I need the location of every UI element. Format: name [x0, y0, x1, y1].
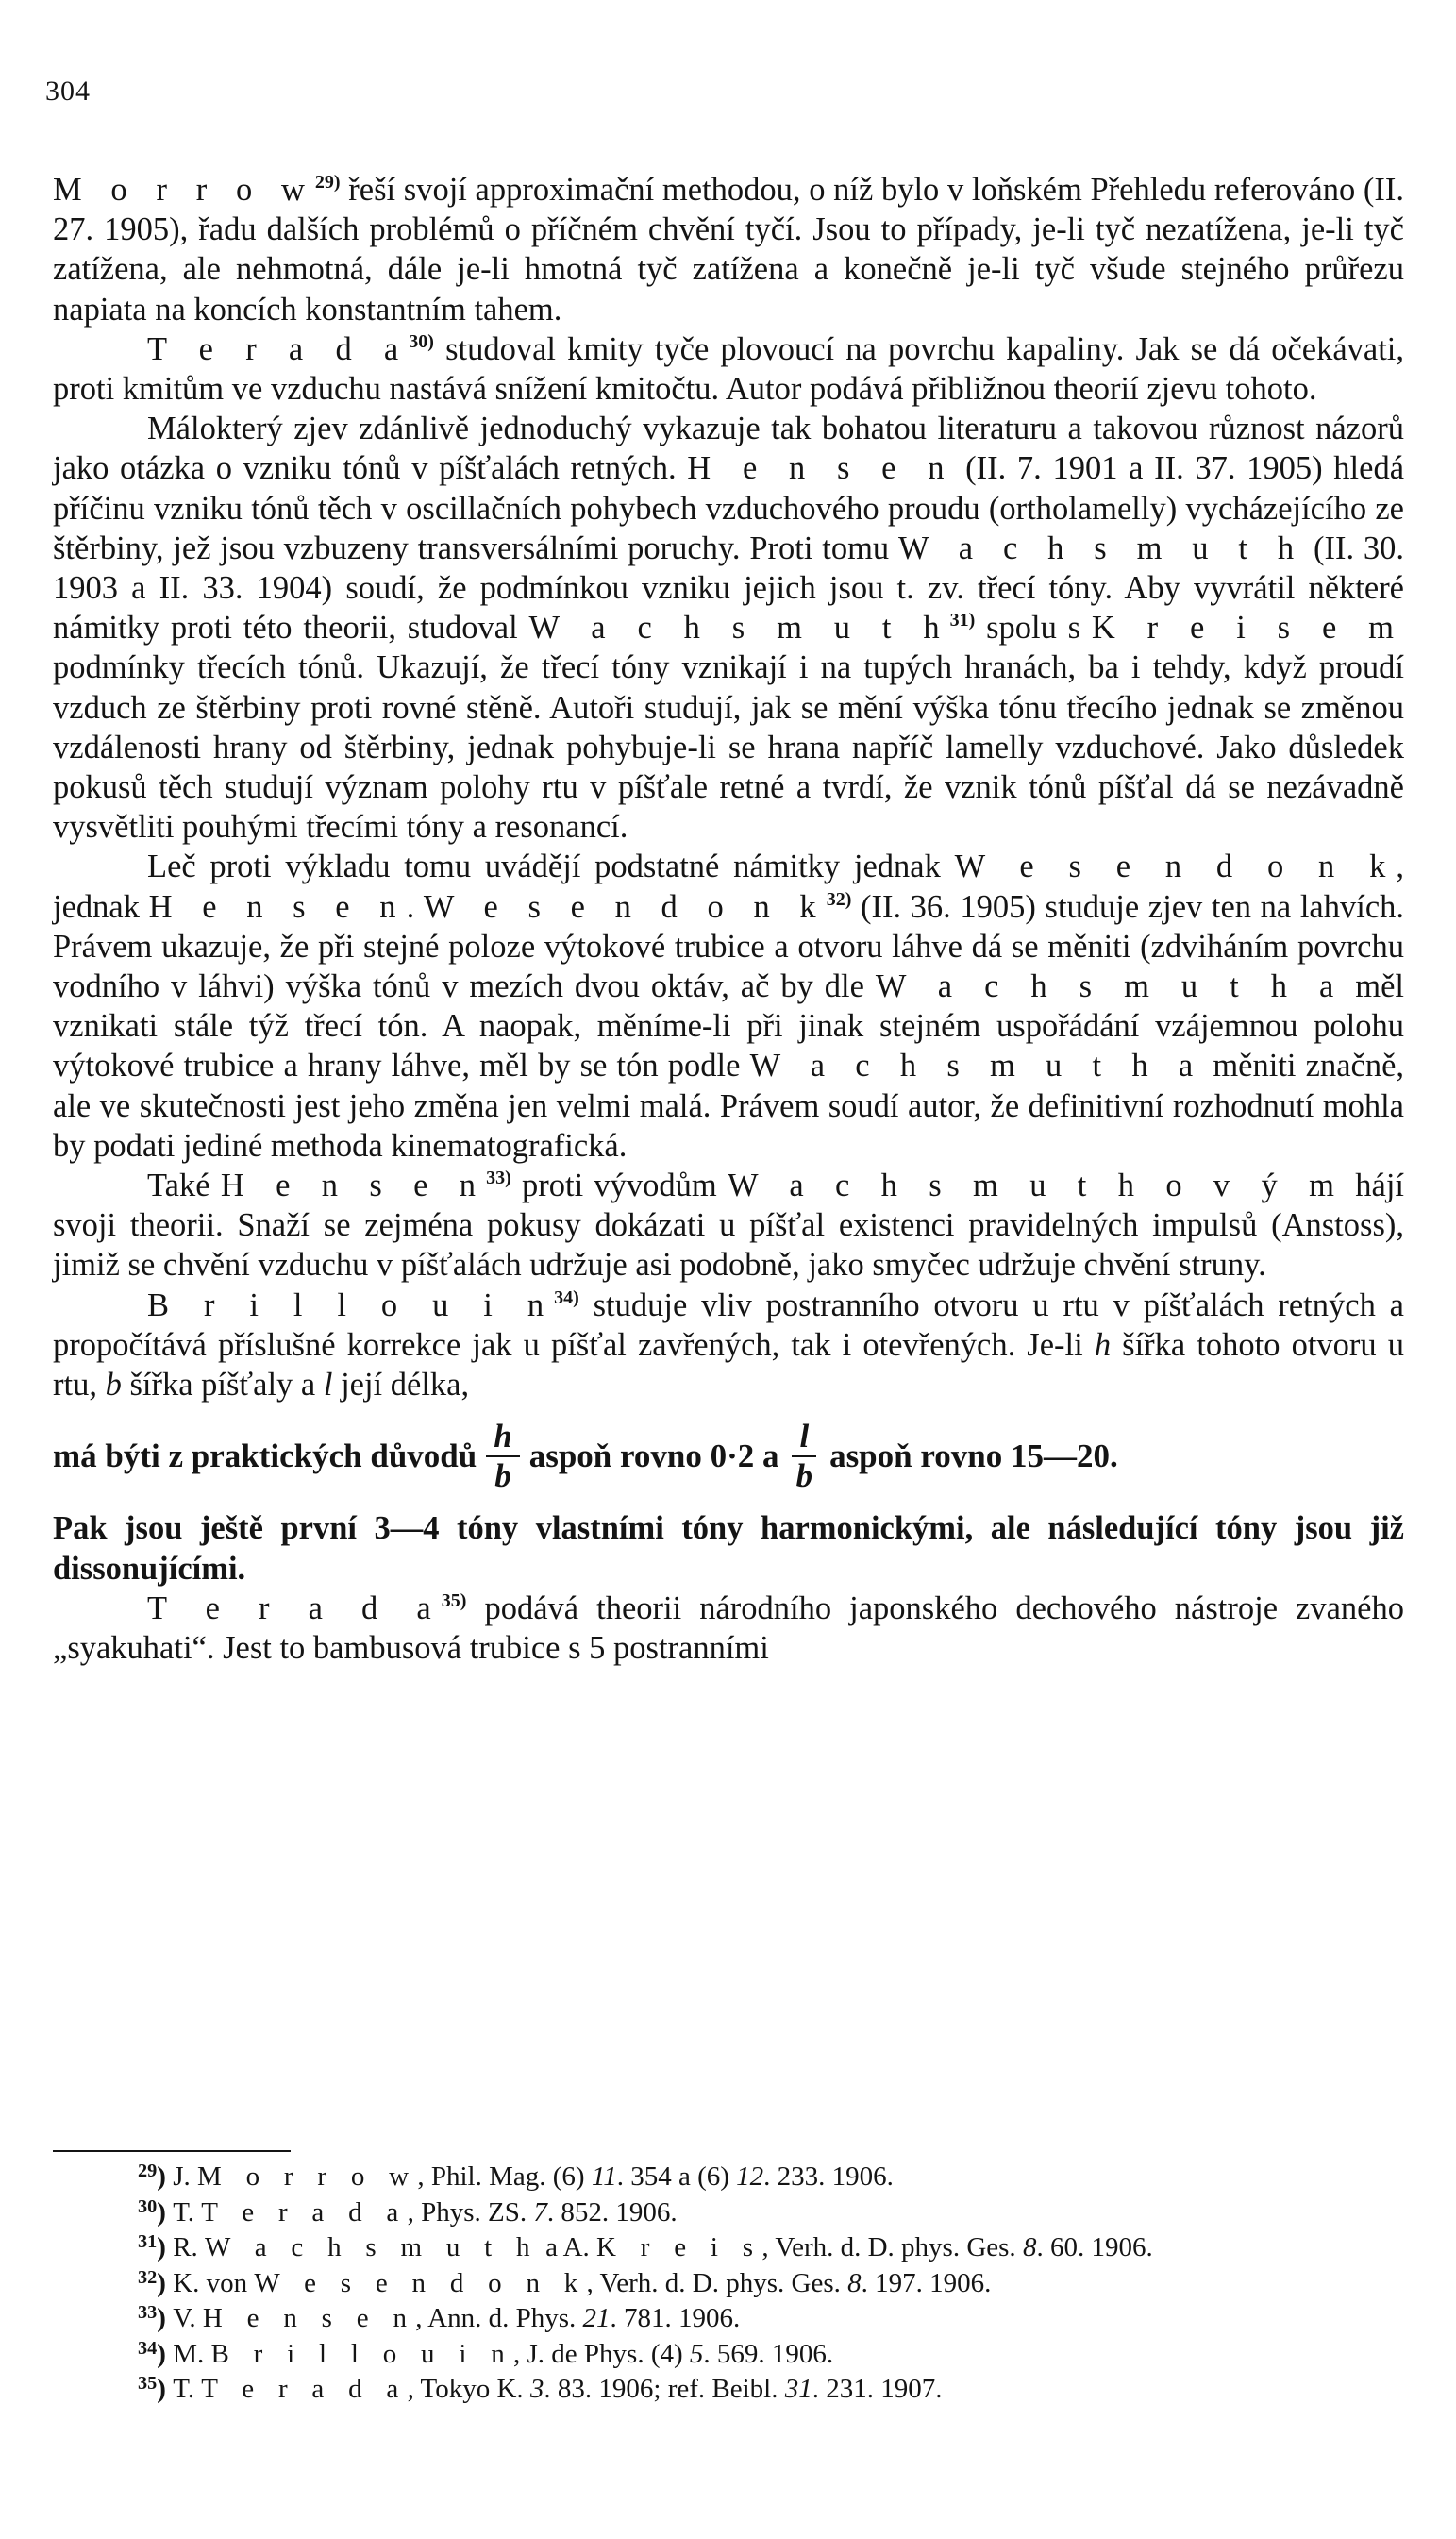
text-run: h	[1094, 1326, 1112, 1363]
footnote-reference: 30)	[409, 330, 434, 352]
text-run: , J. de Phys. (4)	[513, 2338, 690, 2369]
author-name: W e s e n d o n k	[254, 2267, 587, 2298]
text-run: a A.	[538, 2232, 597, 2262]
text-run: měniti značně, ale ve skutečnosti jest jeho změna jen velmi malá. Právem soudí autor, že definitivní rozhodnutí mohla by podati jediné methoda kinematografická.	[53, 1048, 1405, 1164]
text-run: , Ann. d. Phys.	[415, 2303, 583, 2333]
text-run: 31	[784, 2374, 812, 2404]
footnote-item	[138, 2160, 1412, 2195]
paragraph	[53, 847, 1404, 1166]
footnote-number-value: 32	[138, 2266, 158, 2288]
paragraph	[53, 1286, 1404, 1405]
text-run: . 569. 1906.	[703, 2338, 834, 2369]
author-name: H e n s e n	[220, 1168, 487, 1204]
footnote-number: $^{30}$)	[138, 2195, 174, 2228]
text-run: Také	[147, 1168, 221, 1204]
fraction-numerator: h	[486, 1418, 519, 1457]
text-run: hájí svoji theorii. Snaží se zejména pokusy dokázati u píšťal existenci pravidelných impulsů (Anstoss), jimiž se chvění vzduchu v píšťalách udržuje asi podobně, jako smyčec udržuje chvění struny.	[53, 1168, 1405, 1284]
author-name: W a c h s m u t h	[897, 530, 1305, 566]
text-run: . 781. 1906.	[610, 2303, 741, 2333]
footnote-reference: 32)	[826, 888, 852, 910]
fraction-h-over-b	[486, 1418, 519, 1495]
footnotes	[138, 2160, 1412, 2408]
author-name: B r i l l o u i n	[147, 1286, 555, 1323]
text-run: , Verh. d. D. phys. Ges.	[586, 2267, 848, 2298]
fraction-denominator: b	[494, 1457, 511, 1495]
text-run: podmínky třecích tónů. Ukazují, že třecí tóny vznikají i na tupých hranách, ba i tehdy, když proudí vzduch ze štěrbiny proti rovné stěně. Autoři studují, jak se mění výška tónu třecího jednak se změnou vzdálenosti hrany od štěrbiny, jednak pohybuje-li se hrana napříč lamelly vzduchové. Jako důsledek pokusů těch studují význam polohy rtu v píšťale retné a tvrdí, že vznik tónů píšťal dá se nezávadně vysvětliti pouhými třecími tóny a resonancí.	[53, 649, 1404, 846]
formula-tail: aspoň rovno 15—20.	[829, 1438, 1118, 1475]
author-name: K r e i s e m	[1091, 610, 1405, 647]
text-run: . 83. 1906; ref. Beibl.	[544, 2374, 785, 2404]
text-run: , Phil. Mag. (6)	[417, 2161, 592, 2192]
footnote-number-value: 30	[138, 2195, 158, 2217]
text-run: J.	[173, 2161, 197, 2192]
text-run: , Phys. ZS.	[407, 2196, 534, 2228]
footnote-number: $^{29}$)	[138, 2160, 174, 2192]
text-run: proti vývodům	[510, 1168, 728, 1204]
footnote-separator	[53, 2150, 291, 2152]
footnote-item	[138, 2337, 1412, 2373]
author-name: T e r a d a	[147, 1589, 442, 1626]
footnote-number: $^{32}$)	[138, 2266, 174, 2298]
footnote-number: $^{33}$)	[138, 2301, 174, 2333]
author-name: T e r a d a	[201, 2374, 408, 2404]
text-run: (II. 36. 1905) studuje zjev ten na lahvích. Právem ukazuje, že při stejné poloze výtokové trubice a otvoru láhve dá se měniti (zdviháním povrchu vodního v láhvi) výška tónů v mezích dvou oktáv, ač by dle	[53, 888, 1405, 1005]
text-run: (II. 7. 1901 a II. 37. 1905) hledá příčinu vzniku tónů těch v oscillačních pohybech vzduchového proudu (ortholamelly) vycházejícího ze štěrbiny, jež jsou vzbuzeny transversálními poruchy. Proti tomu	[53, 450, 1405, 566]
text-run: 21	[582, 2303, 611, 2333]
body-text	[53, 170, 1404, 1668]
formula-mid: aspoň rovno 0·2 a	[528, 1438, 779, 1475]
paragraph	[53, 1589, 1404, 1668]
text-run: 3	[529, 2374, 544, 2404]
paragraphs-before-formula	[53, 170, 1404, 1404]
text-run: řeší svojí approximační methodou, o níž bylo v loňském Přehledu referováno (II. 27. 1905), řadu dalších problémů o příčném chvění tyčí. Jsou to případy, je-li tyč nezatížena, je-li tyč zatížena, ale nehmotná, dále je-li hmotná tyč zatížena a konečně je-li tyč všude stejného průřezu napiata na koncích konstantním tahem.	[53, 172, 1404, 328]
footnote-number-value: 31	[138, 2230, 158, 2252]
text-run: 12	[736, 2161, 764, 2192]
footnote-reference: 29)	[314, 172, 341, 193]
text-run: R.	[173, 2232, 206, 2262]
text-run: Pak jsou ještě první 3—4 tóny vlastními tóny harmonickými, ale následující tóny jsou již dissonujícími.	[53, 1510, 1404, 1587]
fraction-denominator: b	[795, 1457, 813, 1495]
fraction-l-over-b	[789, 1418, 821, 1495]
author-name: W a c h s m u t h	[528, 610, 950, 647]
footnote-reference: 35)	[441, 1589, 467, 1611]
footnote-number-value: 35	[138, 2372, 158, 2394]
text-run: šířka píšťaly a	[121, 1367, 324, 1404]
author-name: T e r a d a	[201, 2196, 408, 2228]
text-run: 8	[847, 2267, 862, 2298]
fraction-numerator: l	[792, 1418, 816, 1457]
text-run: . 354 a (6)	[616, 2161, 737, 2192]
paragraph	[53, 170, 1404, 329]
author-name: W a c h s m u t h a	[749, 1048, 1204, 1085]
paragraph	[53, 1508, 1404, 1588]
footnote-item	[138, 2372, 1412, 2408]
author-name: W a c h s m u t h o v ý m	[728, 1168, 1346, 1204]
footnote-item	[138, 2230, 1412, 2266]
text-run: .	[406, 888, 424, 925]
footnote-item	[138, 2301, 1412, 2337]
text-run: studuje vliv postranního otvoru u rtu v píšťalách retných a propočítává příslušné korrekce jak u píšťal zavřených, tak i otevřených. Je-li	[53, 1286, 1404, 1363]
text-run: . 197. 1906.	[861, 2267, 992, 2298]
footnote-number-value: 33	[138, 2301, 158, 2323]
text-run: l	[323, 1367, 333, 1404]
author-name: H e n s e n	[202, 2303, 416, 2333]
text-run: šířka tohoto otvoru u rtu,	[53, 1326, 1404, 1404]
paragraph	[53, 1166, 1404, 1286]
text-run: . 60. 1906.	[1036, 2232, 1153, 2262]
footnote-number-value: 34	[138, 2337, 158, 2359]
text-run: , Verh. d. D. phys. Ges.	[761, 2232, 1023, 2262]
footnote-number: $^{31}$)	[138, 2230, 174, 2262]
author-name: W e s e n d o n k	[423, 888, 827, 925]
text-run: . 852. 1906.	[546, 2196, 678, 2228]
footnote-reference: 34)	[554, 1286, 579, 1308]
footnote-reference: 31)	[949, 610, 976, 631]
text-run: Málokterý zjev zdánlivě jednoduchý vykazuje tak bohatou literaturu a takovou různost názorů jako otázka o vzniku tónů v píšťalách retných.	[53, 411, 1404, 487]
formula-line	[53, 1404, 1404, 1508]
footnote-item	[138, 2266, 1412, 2302]
page-number: 304	[45, 76, 91, 107]
formula-lead: má býti z praktických důvodů	[53, 1438, 477, 1475]
text-run: studoval kmity tyče plovoucí na povrchu kapaliny. Jak se dá očekávati, proti kmitům ve vzduchu nastává snížení kmitočtu. Autor podává přibližnou theorií zjevu tohoto.	[53, 330, 1404, 408]
text-run: 7	[533, 2196, 547, 2228]
footnote-number: $^{34}$)	[138, 2337, 174, 2369]
text-run: spolu s	[975, 610, 1092, 647]
footnote-number-value: 29	[138, 2160, 158, 2181]
author-name: T e r a d a	[147, 330, 410, 367]
footnote-item	[138, 2195, 1412, 2231]
text-run: . 233. 1906.	[763, 2161, 894, 2192]
text-run: 8	[1022, 2232, 1037, 2262]
author-name: B r i l l o u i n	[210, 2338, 513, 2369]
author-name: H e n s e n	[148, 888, 407, 925]
text-run: V.	[173, 2303, 203, 2333]
text-run: 5	[689, 2338, 704, 2369]
paragraph	[53, 329, 1404, 409]
text-run: . 231. 1907.	[812, 2374, 943, 2404]
text-run: (II. 30. 1903 a II. 33. 1904) soudí, že podmínkou vzniku jejich jsou t. zv. třecí tóny. Aby vyvrátil některé námitky proti této theorii, studoval	[53, 530, 1404, 647]
text-run: její délka,	[332, 1367, 470, 1404]
author-name: M o r r o w	[197, 2161, 418, 2192]
text-run: , Tokyo K.	[407, 2374, 530, 2404]
author-name: K r e i s	[596, 2232, 762, 2262]
text-run: 11	[591, 2161, 617, 2192]
text-run: b	[105, 1367, 122, 1404]
text-run: Leč proti výkladu tomu uvádějí podstatné námitky jednak	[147, 849, 955, 885]
text-run: M.	[173, 2338, 211, 2369]
author-name: W a c h s m u t h a	[875, 968, 1345, 1005]
author-name: M o r r o w	[53, 172, 315, 208]
author-name: W e s e n d o n k	[954, 849, 1397, 885]
text-run: měl vznikati stále týž třecí tón. A naopak, měníme-li při jinak stejném uspořádání vzájemnou polohu výtokové trubice a hrany láhve, měl by se tón podle	[53, 968, 1405, 1085]
paragraphs-after-formula	[53, 1508, 1404, 1668]
footnote-reference: 33)	[486, 1168, 511, 1189]
text-run: , jednak	[53, 849, 1404, 925]
footnote-number: $^{35}$)	[138, 2372, 174, 2404]
text-run: podává theorii národního japonského dechového nástroje zvaného „syakuhati“. Jest to bambusová trubice s 5 postranními	[53, 1589, 1404, 1666]
text-run: K. von	[173, 2267, 255, 2298]
text-run: T.	[173, 2196, 202, 2228]
author-name: W a c h s m u t h	[205, 2232, 539, 2262]
text-run: T.	[173, 2374, 202, 2404]
author-name: H e n s e n	[687, 450, 955, 487]
paragraph	[53, 409, 1404, 847]
